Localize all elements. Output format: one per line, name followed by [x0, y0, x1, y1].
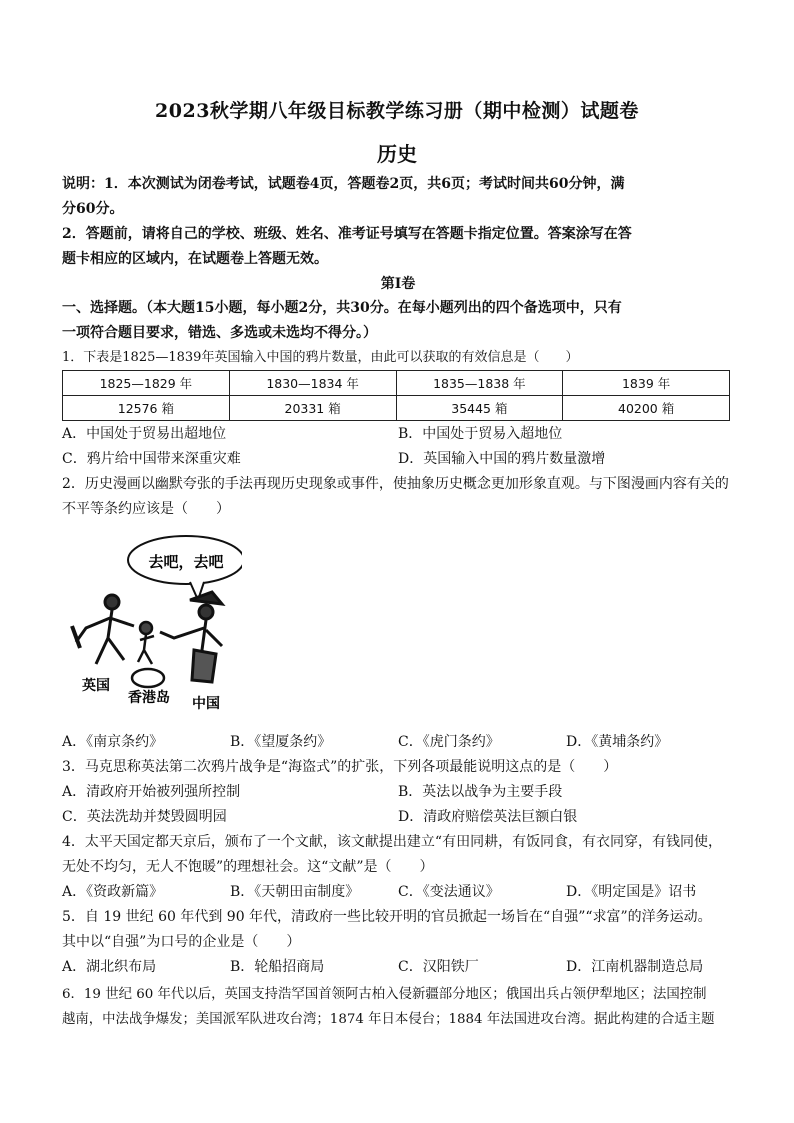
q1-option-c: C．鸦片给中国带来深重灾难 — [62, 451, 241, 467]
instruction-2 — [62, 222, 734, 272]
cartoon-illustration — [62, 530, 242, 710]
q6-stem — [62, 982, 734, 1032]
q4-option-d: D．《明定国是》诏书 — [566, 884, 697, 900]
table-cell: 40200 箱 — [563, 396, 730, 421]
speech-text: 去吧，去吧 — [148, 553, 224, 571]
instruction-1-line-b: 分60分。 — [62, 201, 124, 217]
volume-label: 第Ⅰ卷 — [380, 276, 416, 292]
q5-stem-line-a: 5．自 19 世纪 60 年代到 90 年代，清政府一些比较开明的官员掀起一场旨在“自强”“求富”的洋务运动。 — [62, 909, 712, 925]
q3-option-b: B．英法以战争为主要手段 — [398, 784, 563, 800]
q6-stem-line-a: 6．19 世纪 60 年代以后，英国支持浩罕国首领阿古柏入侵新疆部分地区；俄国出兵占领伊犁地区；法国控制 — [62, 987, 707, 1002]
q2-option-d: D．《黄埔条约》 — [566, 734, 669, 750]
q6-stem-line-b: 越南，中法战争爆发；美国派军队进攻台湾；1874 年日本侵台；1884 年法国进攻台湾。据此构建的合适主题 — [62, 1012, 715, 1027]
q1-table — [62, 370, 730, 421]
q3-option-a: A．清政府开始被列强所控制 — [62, 784, 241, 800]
table-row — [63, 371, 730, 396]
section-heading-line-a: 一、选择题。（本大题15小题，每小题2分，共30分。在每小题列出的四个备选项中，只有 — [62, 300, 622, 316]
label-hongkong: 香港岛 — [128, 690, 170, 706]
instruction-2-line-b: 题卡相应的区域内，在试题卷上答题无效。 — [62, 251, 328, 267]
q5-option-d: D．江南机器制造总局 — [566, 959, 704, 975]
q3-stem: 3．马克思称英法第二次鸦片战争是“海盗式”的扩张，下列各项最能说明这点的是（ ） — [62, 759, 618, 775]
q1-stem: 1．下表是1825—1839年英国输入中国的鸦片数量，由此可以获取的有效信息是（ ） — [62, 350, 579, 365]
label-china: 中国 — [192, 696, 220, 710]
q3-option-c: C．英法洗劫并焚毁圆明园 — [62, 809, 227, 825]
q2-option-a: A．《南京条约》 — [62, 734, 164, 750]
q1-option-d: D．英国输入中国的鸦片数量激增 — [398, 451, 606, 467]
table-row — [63, 396, 730, 421]
q1-option-b: B．中国处于贸易入超地位 — [398, 426, 563, 442]
instruction-1-line-a: 说明：1．本次测试为闭卷考试，试题卷4页，答题卷2页，共6页；考试时间共60分钟，满 — [62, 176, 625, 192]
q4-option-c: C．《变法通议》 — [398, 884, 500, 900]
q4-option-b: B．《天朝田亩制度》 — [230, 884, 360, 900]
china-figure — [160, 592, 222, 682]
q5-option-c: C．汉阳铁厂 — [398, 959, 479, 975]
q2-stem — [62, 472, 734, 522]
label-britain: 英国 — [82, 678, 110, 694]
hongkong-figure — [132, 622, 164, 687]
q4-stem — [62, 830, 734, 880]
q4-stem-line-a: 4．太平天国定都天京后，颁布了一个文献，该文献提出建立“有田同耕，有饭同食，有衣同穿，有钱同使， — [62, 834, 723, 850]
q4-stem-line-b: 无处不均匀，无人不饱暖”的理想社会。这“文献”是（ ） — [62, 859, 434, 875]
table-header-cell: 1835—1838 年 — [396, 371, 563, 396]
table-header-cell: 1825—1829 年 — [63, 371, 230, 396]
q5-stem — [62, 905, 734, 955]
table-header-cell: 1839 年 — [563, 371, 730, 396]
exam-title: 2023秋学期八年级目标教学练习册（期中检测）试题卷 — [155, 100, 639, 122]
q2-option-c: C．《虎门条约》 — [398, 734, 500, 750]
q2-cartoon — [62, 530, 242, 710]
q4-option-a: A．《资政新篇》 — [62, 884, 164, 900]
q2-stem-line-b: 不平等条约应该是（ ） — [62, 501, 230, 517]
britain-figure — [72, 595, 134, 664]
table-cell: 12576 箱 — [63, 396, 230, 421]
instruction-1 — [62, 172, 734, 222]
table-cell: 20331 箱 — [229, 396, 396, 421]
q2-stem-line-a: 2．历史漫画以幽默夸张的手法再现历史现象或事件，使抽象历史概念更加形象直观。与下图漫画内容有关的 — [62, 476, 729, 492]
section-heading — [62, 296, 734, 346]
q3-option-d: D．清政府赔偿英法巨额白银 — [398, 809, 578, 825]
q5-option-a: A．湖北织布局 — [62, 959, 157, 975]
q5-stem-line-b: 其中以“自强”为口号的企业是（ ） — [62, 934, 301, 950]
table-header-cell: 1830—1834 年 — [229, 371, 396, 396]
subject-title: 历史 — [377, 142, 417, 166]
q5-option-b: B．轮船招商局 — [230, 959, 325, 975]
q2-option-b: B．《望厦条约》 — [230, 734, 332, 750]
q1-option-a: A．中国处于贸易出超地位 — [62, 426, 227, 442]
table-cell: 35445 箱 — [396, 396, 563, 421]
instruction-2-line-a: 2．答题前，请将自己的学校、班级、姓名、准考证号填写在答题卡指定位置。答案涂写在答 — [62, 226, 632, 242]
section-heading-line-b: 一项符合题目要求，错选、多选或未选均不得分。） — [62, 325, 377, 341]
